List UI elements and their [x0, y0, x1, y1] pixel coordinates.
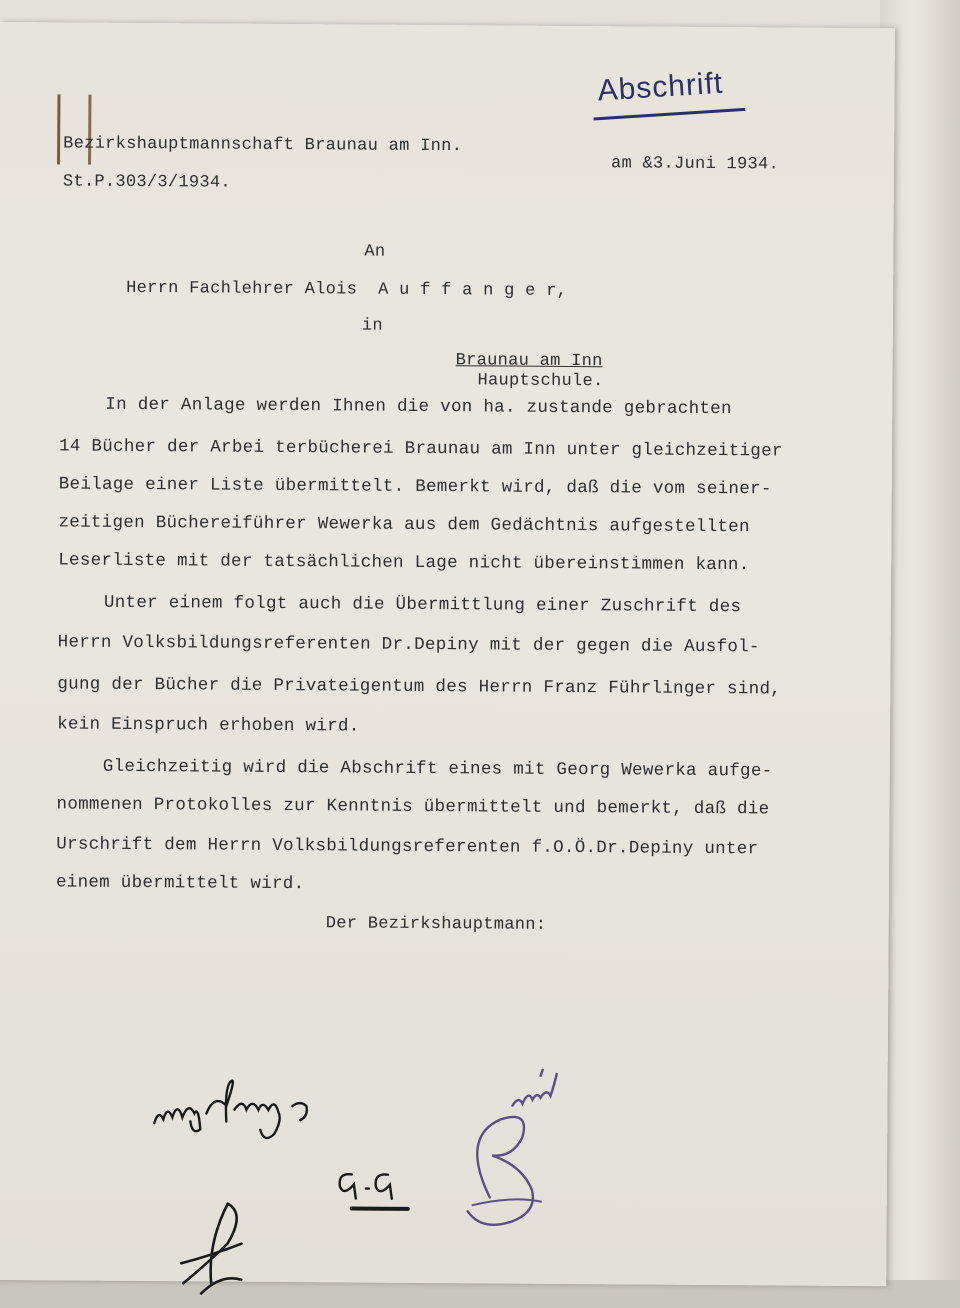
handwritten-nach-abgang — [142, 1053, 333, 1144]
body-line: Beilage einer Liste übermittelt. Bemerkt wird, daß die vom seiner- — [58, 474, 772, 500]
body-line: Unter einem folgt auch die Übermittlung einer Zuschrift des — [103, 592, 742, 618]
letter-date: am &3.Juni 1934. — [610, 154, 780, 175]
body-line: 14 Bücher der Arbei terbücherei Braunau am Inn unter gleichzeitiger — [58, 436, 783, 462]
handwritten-initials — [171, 1193, 282, 1304]
address-in: in — [361, 316, 383, 336]
body-line: zeitigen Büchereiführer Wewerka aus dem Gedächtnis aufgestellten — [58, 512, 750, 538]
staple — [57, 94, 91, 164]
body-line: In der Anlage werden Ihnen die von ha. zustande gebrachten — [105, 394, 732, 420]
address-an: An — [364, 242, 386, 262]
abschrift-stamp: Abschrift — [596, 66, 725, 108]
authority-line: Bezirkshauptmannschaft Braunau am Inn. — [63, 134, 463, 157]
body-line: Gleichzeitig wird die Abschrift eines mit Georg Wewerka aufge- — [102, 756, 773, 782]
recipient-school: Hauptschule. — [477, 371, 604, 392]
stamp-underline — [593, 108, 745, 121]
handwritten-aa — [330, 1144, 421, 1225]
body-line: Leserliste mit der tatsächlichen Lage nicht übereinstimmen kann. — [58, 550, 750, 576]
body-line: nommenen Protokolles zur Kenntnis übermittelt und bemerkt, daß die — [56, 794, 770, 820]
body-line: Herrn Volksbildungsreferenten Dr.Depiny mit der gegen die Ausfol- — [57, 632, 760, 658]
handwritten-signature-baselli — [442, 1045, 583, 1236]
body-line: gung der Bücher die Privateigentum des Herrn Franz Führlinger sind, — [57, 674, 782, 700]
recipient-name: Herrn Fachlehrer Alois A u f f a n g e r, — [126, 278, 568, 301]
reference-number: St.P.303/3/1934. — [62, 172, 231, 193]
body-line: kein Einspruch erhoben wird. — [57, 714, 360, 737]
body-line: Urschrift dem Herrn Volksbildungsreferenten f.O.Ö.Dr.Depiny unter — [56, 834, 759, 860]
closing-signature-line: Der Bezirkshauptmann: — [325, 914, 547, 935]
letter-page — [0, 22, 895, 1286]
recipient-place: Braunau am Inn — [455, 351, 603, 372]
body-line: einem übermittelt wird. — [55, 872, 305, 895]
